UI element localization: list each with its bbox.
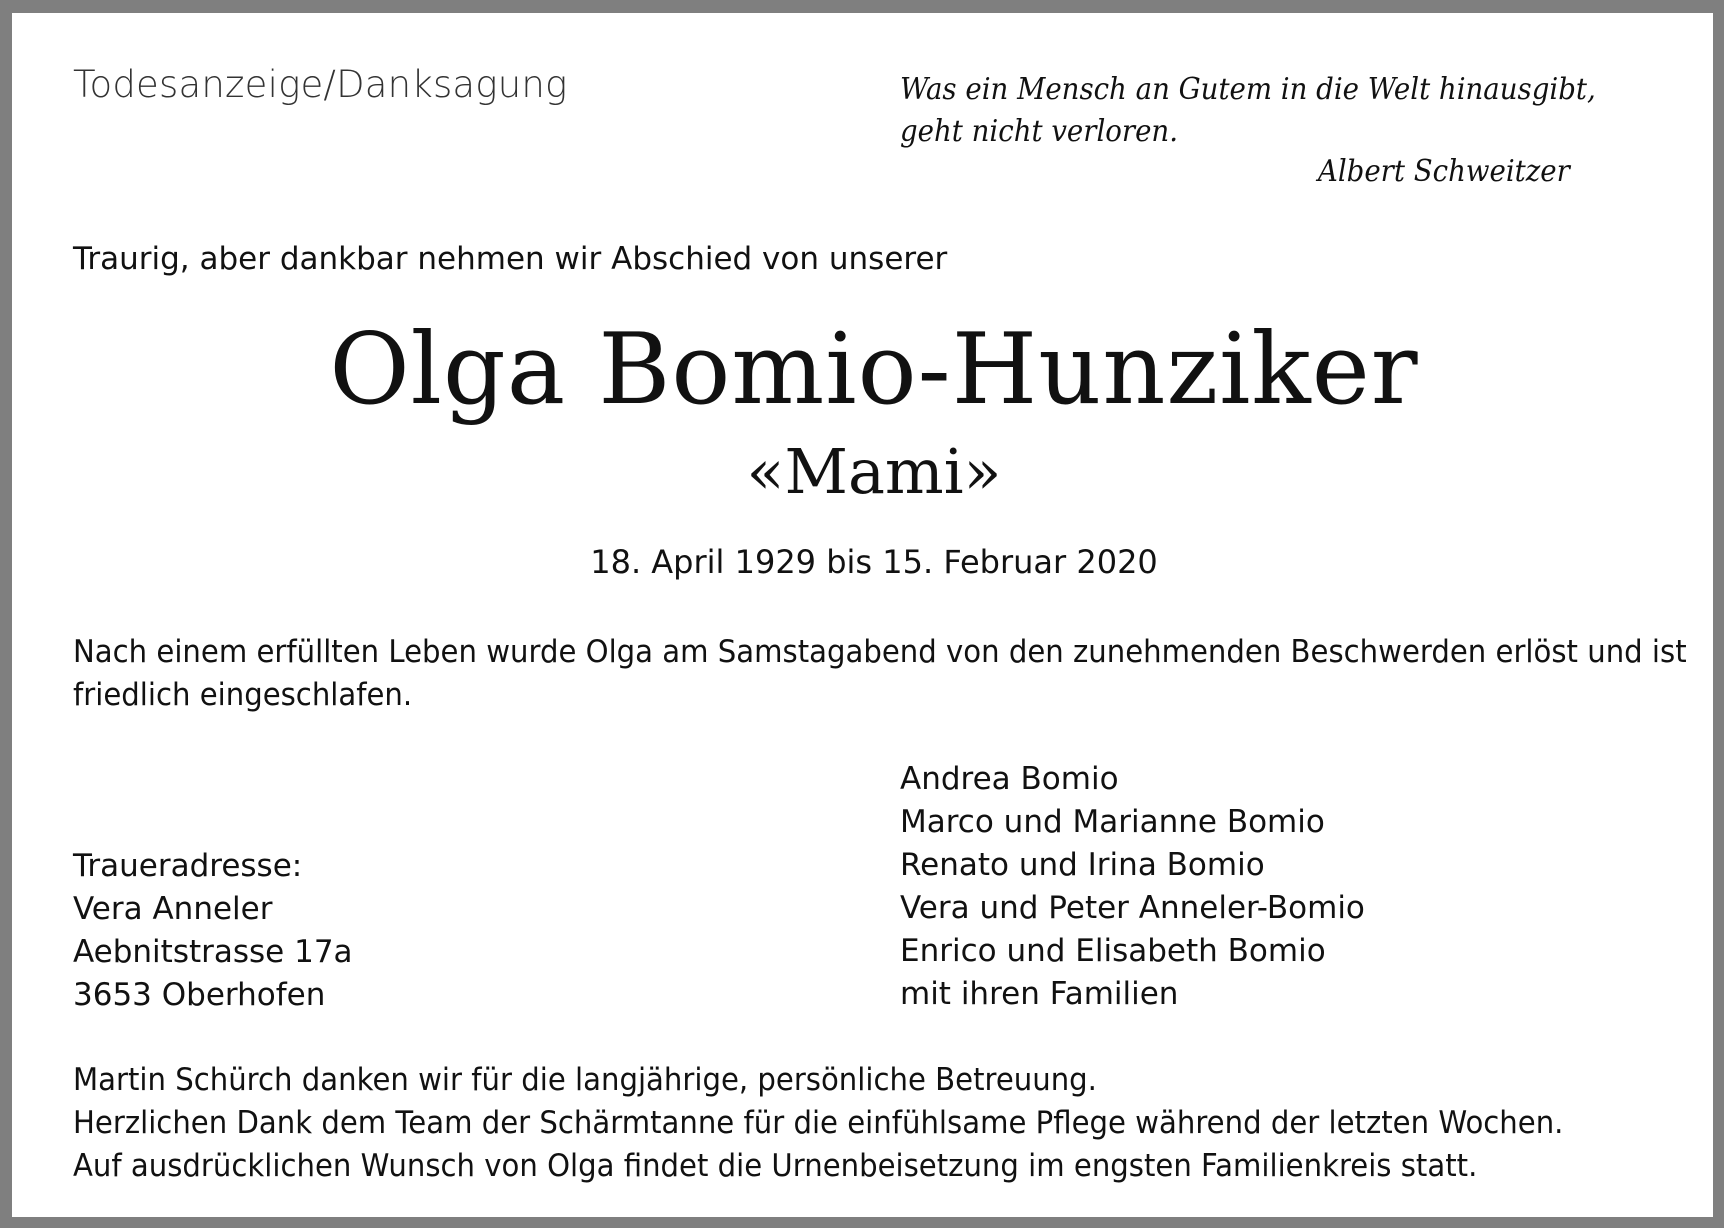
deceased-nickname: «Mami»: [746, 435, 1002, 508]
thanks-line: Martin Schürch danken wir für die langjährige, persönliche Betreuung.: [73, 1062, 1097, 1098]
notice-type-label: Todesanzeige/Danksagung: [73, 63, 568, 106]
life-dates: 18. April 1929 bis 15. Februar 2020: [590, 543, 1158, 581]
intro-text: Traurig, aber dankbar nehmen wir Abschied von unserer: [73, 241, 948, 277]
family-member: Marco und Marianne Bomio: [900, 804, 1325, 840]
address-label: Traueradresse:: [73, 848, 303, 884]
family-signatories: [900, 758, 1365, 1016]
family-member: mit ihren Familien: [900, 976, 1179, 1012]
family-member: Vera und Peter Anneler-Bomio: [900, 890, 1365, 926]
thanks-line: Herzlichen Dank dem Team der Schärmtanne für die einfühlsame Pflege während der letzten Wochen.: [73, 1105, 1564, 1141]
announcement-paragraph: [73, 631, 1693, 717]
family-member: Enrico und Elisabeth Bomio: [900, 933, 1326, 969]
epigraph-quote: [900, 69, 1600, 153]
quote-line: geht nicht verloren.: [900, 114, 1178, 149]
address-line: 3653 Oberhofen: [73, 977, 326, 1013]
acknowledgements: [73, 1059, 1693, 1188]
mourning-address: [73, 845, 353, 1017]
family-member: Andrea Bomio: [900, 761, 1119, 797]
announcement-line: Nach einem erfüllten Leben wurde Olga am Samstagabend von den zunehmenden Beschwerden erlöst und ist: [73, 634, 1687, 670]
quote-line: Was ein Mensch an Gutem in die Welt hinausgibt,: [900, 72, 1596, 107]
thanks-line: Auf ausdrücklichen Wunsch von Olga findet die Urnenbeisetzung im engsten Familienkreis statt.: [73, 1148, 1478, 1184]
deceased-name: Olga Bomio-Hunziker: [329, 313, 1419, 427]
family-member: Renato und Irina Bomio: [900, 847, 1265, 883]
address-line: Vera Anneler: [73, 891, 273, 927]
address-line: Aebnitstrasse 17a: [73, 934, 353, 970]
quote-author: Albert Schweitzer: [1318, 154, 1570, 189]
announcement-line: friedlich eingeschlafen.: [73, 677, 413, 713]
